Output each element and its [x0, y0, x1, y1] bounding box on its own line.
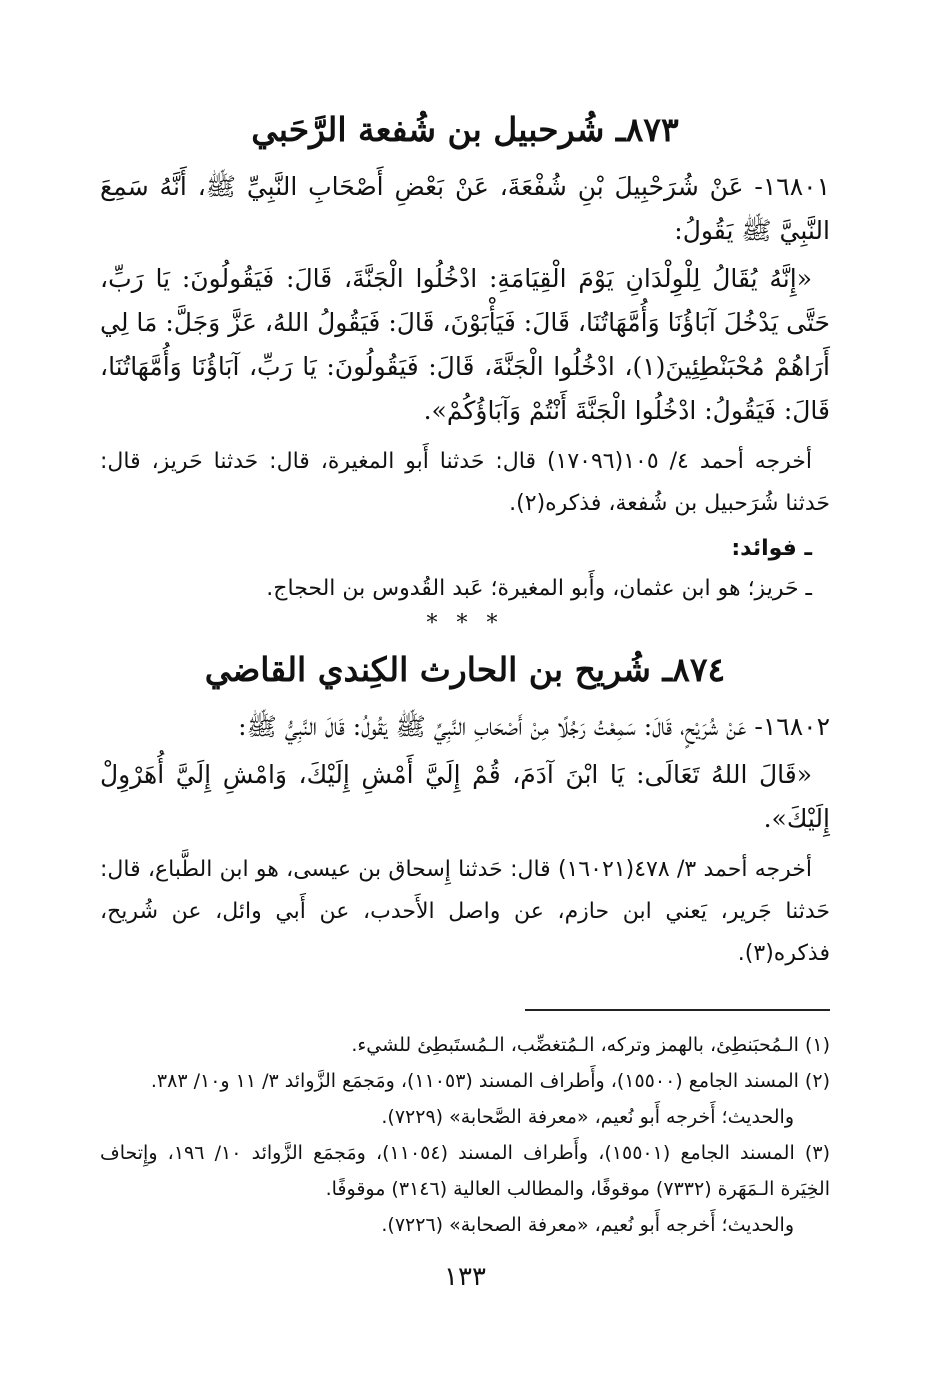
footnote-2-continuation: والحديث؛ أَخرجه أَبو نُعيم، «معرفة الصَّحابة» (٧٢٢٩). — [381, 1106, 794, 1128]
footnotes — [100, 1027, 830, 1243]
takhrij-paragraph: أخرجه أحمد ٤/ ١٠٥(١٧٠٩٦) قال: حَدثنا أَبو المغيرة، قال: حَدثنا حَريز، قال: حَدثنا شُرَحبيل بن شُفعة، فذكره(٢). — [100, 449, 830, 516]
section-separator: * * * — [426, 611, 504, 636]
hadith-text: «قَالَ اللهُ تَعَالَى: يَا ابْنَ آدَمَ، قُمْ إِلَيَّ أَمْشِ إِلَيْكَ، وَامْشِ إِلَيَّ أُهَرْوِلْ إِلَيْكَ». — [100, 760, 830, 833]
section-heading: ٨٧٤ـ شُريح بن الحارث الكِندي القاضي — [204, 650, 726, 689]
fawaid-title: ـ فوائد: — [731, 536, 812, 561]
page-number: ١٣٣ — [444, 1262, 486, 1292]
footnote-3-continuation: والحديث؛ أَخرجه أَبو نُعيم، «معرفة الصحابة» (٧٢٢٦). — [381, 1214, 794, 1236]
book-page — [100, 105, 830, 1297]
section-874 — [100, 645, 830, 975]
section-873 — [100, 105, 830, 609]
footnote-1: (١) الـمُحبَنطِئ، بالهمز وتركه، الـمُتغضِّب، الـمُستَبطِئ للشيء. — [351, 1034, 830, 1056]
footnote-2: (٢) المسند الجامع (١٥٥٠٠)، وأَطراف المسند (١١٠٥٣)، ومَجمَع الزَّوائد ٣/ ١١ و١٠/ ٣٨٣. — [150, 1070, 830, 1092]
fawaid-item: ـ حَريز؛ هو ابن عثمان، وأَبو المغيرة؛ عَبد القُدوس بن الحجاج. — [266, 576, 812, 601]
hadith-intro: ١٦٨٠٢- عَنْ شُرَيْحٍ، قَالَ: سَمِعْتُ رَجُلًا مِنْ أَصْحَابِ النَّبِيِّ ﷺ يَقُولُ: قَالَ النَّبِيُّ ﷺ: — [238, 712, 830, 741]
hadith-text: «إِنَّهُ يُقَالُ لِلْوِلْدَانِ يَوْمَ الْقِيَامَةِ: ادْخُلُوا الْجَنَّةَ، قَالَ: فَيَقُولُونَ: يَا رَبِّ، حَتَّى يَدْخُلَ آبَاؤُنَا وَأُمَّهَاتُنَا، قَالَ: فَيَأْبَوْنَ، قَالَ: فَيَقُولُ اللهُ، عَزَّ وَجَلَّ: مَا لِي أَرَاهُمْ مُحْبَنْطِئِينَ(١)، ادْخُلُوا الْجَنَّةَ، قَالَ: فَيَقُولُونَ: يَا رَبِّ، آبَاؤُنَا وَأُمَّهَاتُنَا، قَالَ: فَيَقُولُ: ادْخُلُوا الْجَنَّةَ أَنْتُمْ وَآبَاؤُكُمْ». — [100, 264, 830, 425]
footnote-3: (٣) المسند الجامع (١٥٥٠١)، وأَطراف المسند (١١٠٥٤)، ومَجمَع الزَّوائد ١٠/ ١٩٦، وإِتحاف الخِيَرة الـمَهَرة (٧٣٣٢) موقوفًا، والمطالب العالية (٣١٤٦) موقوفًا. — [100, 1142, 830, 1200]
hadith-intro: ١٦٨٠١- عَنْ شُرَحْبِيلَ بْنِ شُفْعَةَ، عَنْ بَعْضِ أَصْحَابِ النَّبِيِّ ﷺ، أَنَّهُ سَمِعَ النَّبِيَّ ﷺ يَقُولُ: — [100, 172, 830, 245]
footnote-divider — [525, 1009, 830, 1011]
section-heading: ٨٧٣ـ شُرحبيل بن شُفعة الرَّحَبي — [251, 110, 679, 149]
takhrij-paragraph: أخرجه أحمد ٣/ ٤٧٨(١٦٠٢١) قال: حَدثنا إِسحاق بن عيسى، هو ابن الطَّباع، قال: حَدثنا جَرير، يَعني ابن حازم، عن واصل الأَحدب، عن أَبي وائل، عن شُريح، فذكره(٣). — [100, 857, 830, 966]
